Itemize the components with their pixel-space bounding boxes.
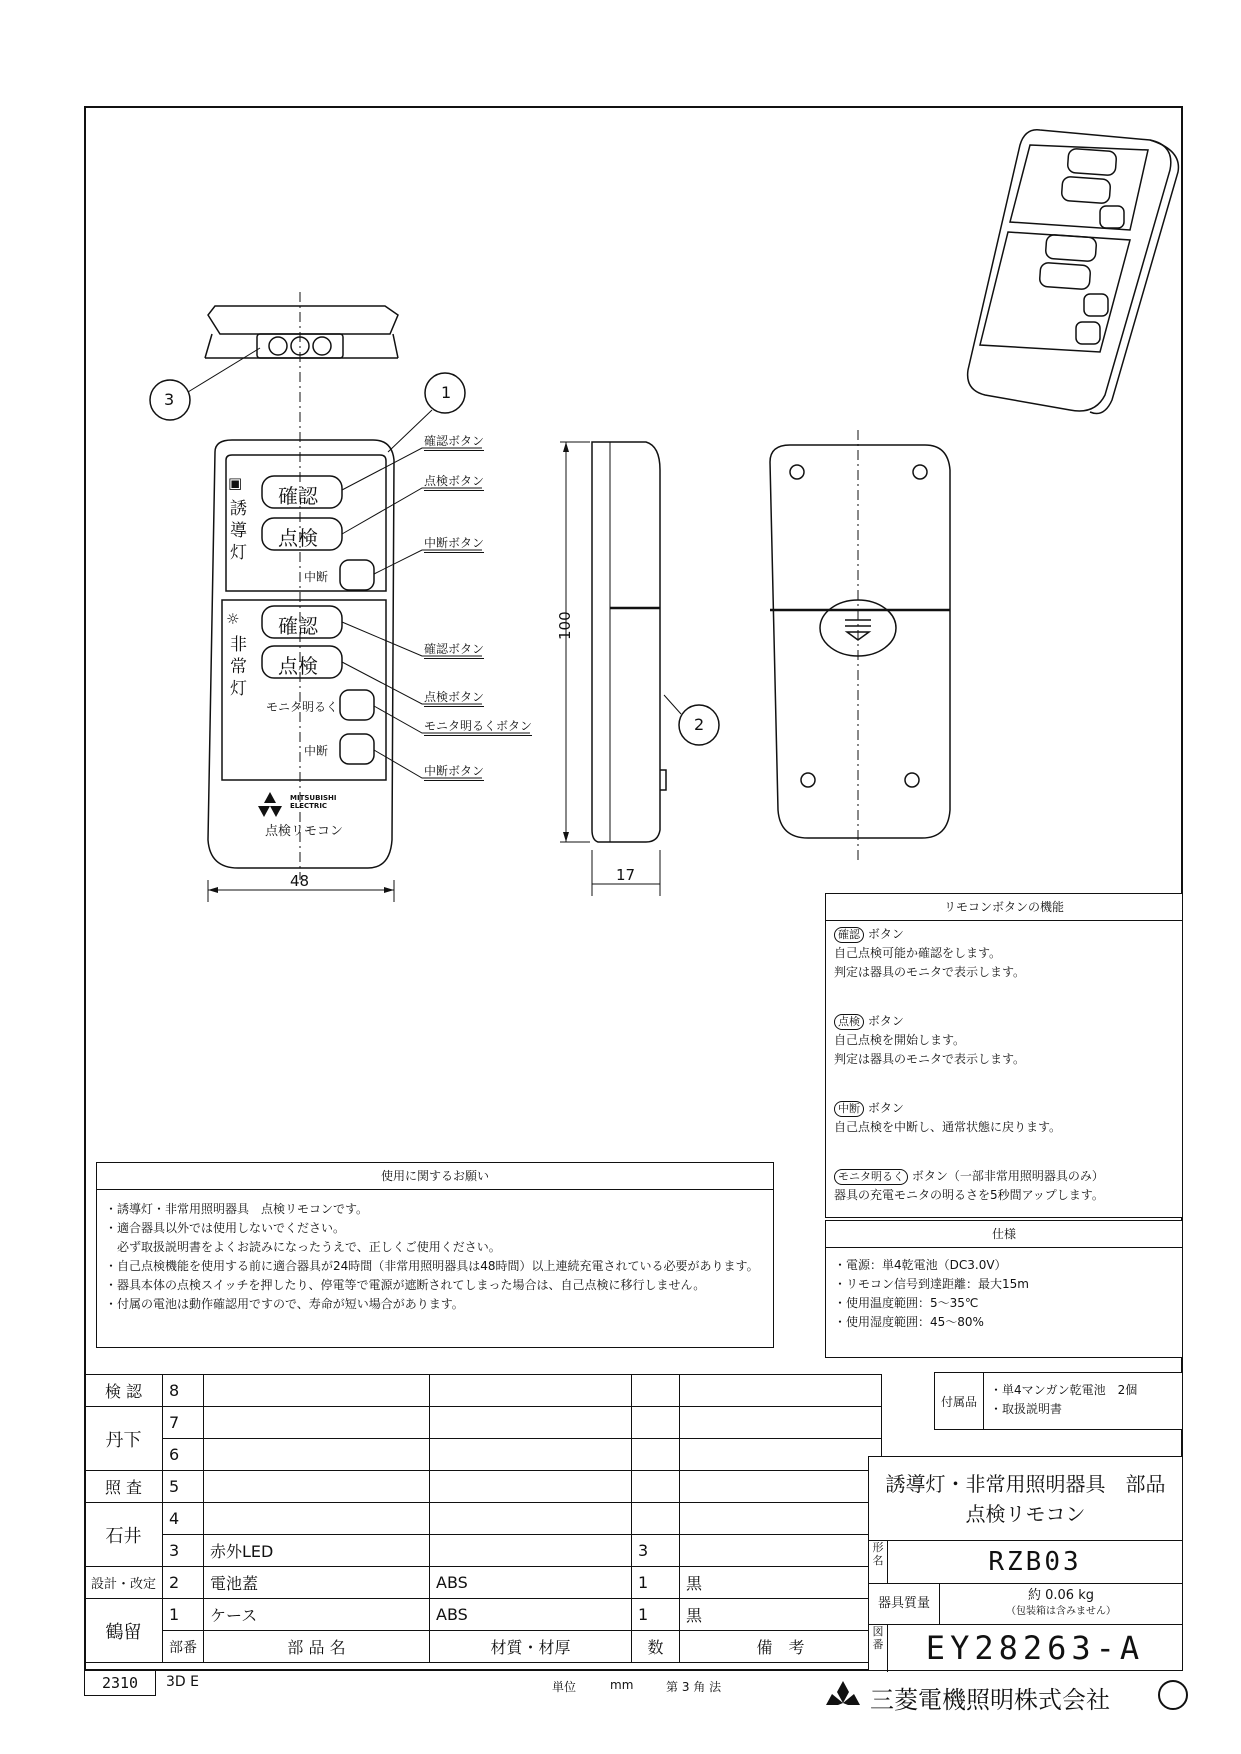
usage-note-line: ・器具本体の点検スイッチを押したり、停電等で電源が遮断されてしまった場合は、自己点検に移行しません。	[105, 1278, 706, 1292]
header-material: 材質・材厚	[430, 1631, 632, 1663]
function-line: 自己点検を開始します。	[834, 1033, 966, 1047]
back-view-outline	[770, 445, 950, 838]
part-qty	[632, 1375, 680, 1407]
leader-check-button-2: 点検ボタン	[424, 688, 484, 707]
remote-name-label: 点検リモコン	[265, 824, 344, 839]
part-qty: 3	[632, 1535, 680, 1567]
ir-led-icon	[313, 337, 331, 355]
approval-name: 鶴留	[85, 1599, 163, 1663]
function-check: 点検 ボタン	[834, 1012, 1182, 1031]
part-name	[204, 1471, 430, 1503]
part-number: 6	[163, 1439, 204, 1471]
header-qty: 数	[632, 1631, 680, 1663]
table-row	[85, 1471, 882, 1503]
table-row	[85, 1439, 882, 1471]
mitsubishi-logo-icon	[258, 792, 282, 817]
part-material	[430, 1407, 632, 1439]
leader-monitor-button: モニタ明るくボタン	[424, 717, 532, 736]
accessory-item: ・単4マンガン乾電池 2個	[990, 1383, 1138, 1397]
accessories-label: 付属品	[935, 1373, 984, 1429]
accessories-box	[934, 1372, 1183, 1430]
leader-confirm-button-2: 確認ボタン	[424, 640, 484, 659]
table-row	[85, 1503, 882, 1535]
confirm-button[interactable]: 確認	[278, 484, 318, 508]
mass-value: 約 0.06 kg	[1028, 1588, 1094, 1603]
part-remark	[680, 1375, 882, 1407]
callout-1-label: 1	[441, 383, 452, 402]
approval-role: 照 査	[85, 1471, 163, 1503]
table-row	[85, 1567, 882, 1599]
function-line: 判定は器具のモニタで表示します。	[834, 965, 1026, 979]
usage-note-line: ・適合器具以外では使用しないでください。	[105, 1221, 346, 1235]
usage-note-line: ・誘導灯・非常用照明器具 点検リモコンです。	[105, 1202, 369, 1216]
part-qty	[632, 1407, 680, 1439]
part-material	[430, 1503, 632, 1535]
part-name	[204, 1439, 430, 1471]
function-stop: 中断 ボタン	[834, 1099, 1182, 1118]
drawing-number: EY28263-A	[925, 1629, 1145, 1667]
callout-2-label: 2	[694, 715, 705, 734]
part-remark	[680, 1471, 882, 1503]
spec-title: 仕様	[826, 1221, 1182, 1248]
header-name: 部 品 名	[204, 1631, 430, 1663]
usage-note-line: ・付属の電池は動作確認用ですので、寿命が短い場合があります。	[105, 1297, 464, 1311]
leader-check-button: 点検ボタン	[424, 472, 484, 491]
accessory-item: ・取扱説明書	[990, 1402, 1063, 1416]
part-material: ABS	[430, 1599, 632, 1631]
button-functions-title: リモコンボタンの機能	[826, 894, 1182, 921]
leader-confirm-button: 確認ボタン	[424, 432, 484, 451]
table-row	[85, 1535, 882, 1567]
monitor-button-label: モニタ明るく	[266, 700, 339, 714]
model-type: 3D E	[166, 1674, 199, 1690]
spec-line: ・使用湿度範囲：45～80%	[834, 1315, 984, 1329]
callout-3-label: 3	[164, 390, 175, 409]
part-number: 4	[163, 1503, 204, 1535]
approval-stamp-circle	[1158, 1680, 1188, 1710]
part-number: 1	[163, 1599, 204, 1631]
leader-stop-button-2: 中断ボタン	[424, 762, 484, 781]
check-button-emergency[interactable]: 点検	[278, 654, 318, 678]
part-remark	[680, 1439, 882, 1471]
stop-button-label: 中断	[304, 570, 329, 584]
unit-value: mm	[610, 1678, 634, 1692]
part-name	[204, 1407, 430, 1439]
part-qty	[632, 1471, 680, 1503]
usage-note-line: 必ず取扱説明書をよくお読みになったうえで、正しくご使用ください。	[105, 1240, 501, 1254]
usage-notes-box	[96, 1162, 774, 1348]
function-line: 判定は器具のモニタで表示します。	[834, 1052, 1026, 1066]
part-remark	[680, 1407, 882, 1439]
header-no: 部番	[163, 1631, 204, 1663]
part-number: 8	[163, 1375, 204, 1407]
unit-label: 単位	[552, 1680, 577, 1694]
company-name: 三菱電機照明株式会社	[870, 1686, 1110, 1714]
drawing-title-line1: 誘導灯・非常用照明器具 部品	[885, 1472, 1166, 1496]
drawing-title-line2: 点検リモコン	[965, 1502, 1086, 1526]
stop-button-label-emergency: 中断	[304, 744, 329, 758]
spec-box	[825, 1220, 1183, 1358]
approval-role: 設計・改定	[85, 1567, 163, 1599]
model-number: RZB03	[988, 1547, 1082, 1577]
mass-note: （包装箱は含みません）	[1006, 1606, 1116, 1617]
part-qty: 1	[632, 1567, 680, 1599]
part-remark	[680, 1503, 882, 1535]
part-name: 電池蓋	[204, 1567, 430, 1599]
side-view-outline	[592, 442, 660, 842]
top-view-outline	[208, 306, 398, 334]
part-number: 2	[163, 1567, 204, 1599]
part-number: 3	[163, 1535, 204, 1567]
part-name	[204, 1503, 430, 1535]
approval-name: 石井	[85, 1503, 163, 1567]
table-header-row	[85, 1631, 882, 1663]
guide-light-icon: ▣	[228, 474, 243, 492]
title-block	[868, 1456, 1183, 1671]
part-remark: 黒	[680, 1599, 882, 1631]
part-number: 5	[163, 1471, 204, 1503]
button-functions-box	[825, 893, 1183, 1218]
mitsubishi-logo-icon	[826, 1680, 860, 1712]
part-name: ケース	[204, 1599, 430, 1631]
spec-line: ・使用温度範囲：5～35℃	[834, 1296, 979, 1310]
dimension-width: 48	[290, 872, 310, 890]
part-material	[430, 1439, 632, 1471]
check-button[interactable]: 点検	[278, 526, 318, 550]
header-remark: 備 考	[680, 1631, 882, 1663]
approval-name: 丹下	[85, 1407, 163, 1471]
ir-led-icon	[269, 337, 287, 355]
part-material	[430, 1471, 632, 1503]
emergency-light-icon: ☼	[226, 610, 240, 628]
function-confirm: 確認 ボタン	[834, 925, 1182, 944]
leader-stop-button: 中断ボタン	[424, 534, 484, 553]
part-name: 赤外LED	[204, 1535, 430, 1567]
part-material	[430, 1535, 632, 1567]
part-material	[430, 1375, 632, 1407]
function-line: 器具の充電モニタの明るさを5秒間アップします。	[834, 1188, 1104, 1202]
dimension-depth: 17	[616, 866, 636, 884]
part-remark	[680, 1535, 882, 1567]
dimension-height: 100	[556, 611, 574, 640]
part-remark: 黒	[680, 1567, 882, 1599]
parts-table	[84, 1374, 882, 1663]
table-row	[85, 1407, 882, 1439]
part-qty: 1	[632, 1599, 680, 1631]
table-row	[85, 1375, 882, 1407]
spec-line: ・電源：単4乾電池（DC3.0V）	[834, 1258, 1007, 1272]
battery-cover-latch	[820, 600, 896, 656]
function-monitor: モニタ明るく ボタン（一部非常用照明器具のみ）	[834, 1167, 1182, 1186]
part-number: 7	[163, 1407, 204, 1439]
spec-line: ・リモコン信号到達距離：最大15m	[834, 1277, 1029, 1291]
part-material: ABS	[430, 1567, 632, 1599]
guide-light-label: 誘 導 灯	[230, 499, 247, 563]
revision-date: 2310	[84, 1670, 156, 1696]
usage-note-line: ・自己点検機能を使用する前に適合器具が24時間（非常用照明器具は48時間）以上連続充電されている必要があります。	[105, 1259, 759, 1273]
function-line: 自己点検可能か確認をします。	[834, 946, 1002, 960]
function-line: 自己点検を中断し、通常状態に戻ります。	[834, 1120, 1062, 1134]
confirm-button-emergency[interactable]: 確認	[278, 614, 318, 638]
model-label: 形名	[869, 1541, 888, 1583]
brand-text: MITSUBISHI ELECTRIC	[290, 794, 337, 810]
part-qty	[632, 1503, 680, 1535]
usage-notes-title: 使用に関するお願い	[97, 1163, 773, 1190]
part-qty	[632, 1439, 680, 1471]
emergency-light-label: 非 常 灯	[230, 635, 247, 699]
table-row	[85, 1599, 882, 1631]
projection-label: 第 3 角 法	[666, 1680, 722, 1694]
approval-role: 検 認	[85, 1375, 163, 1407]
mass-label: 器具質量	[869, 1584, 940, 1624]
drawing-label: 図番	[869, 1625, 888, 1672]
part-name	[204, 1375, 430, 1407]
